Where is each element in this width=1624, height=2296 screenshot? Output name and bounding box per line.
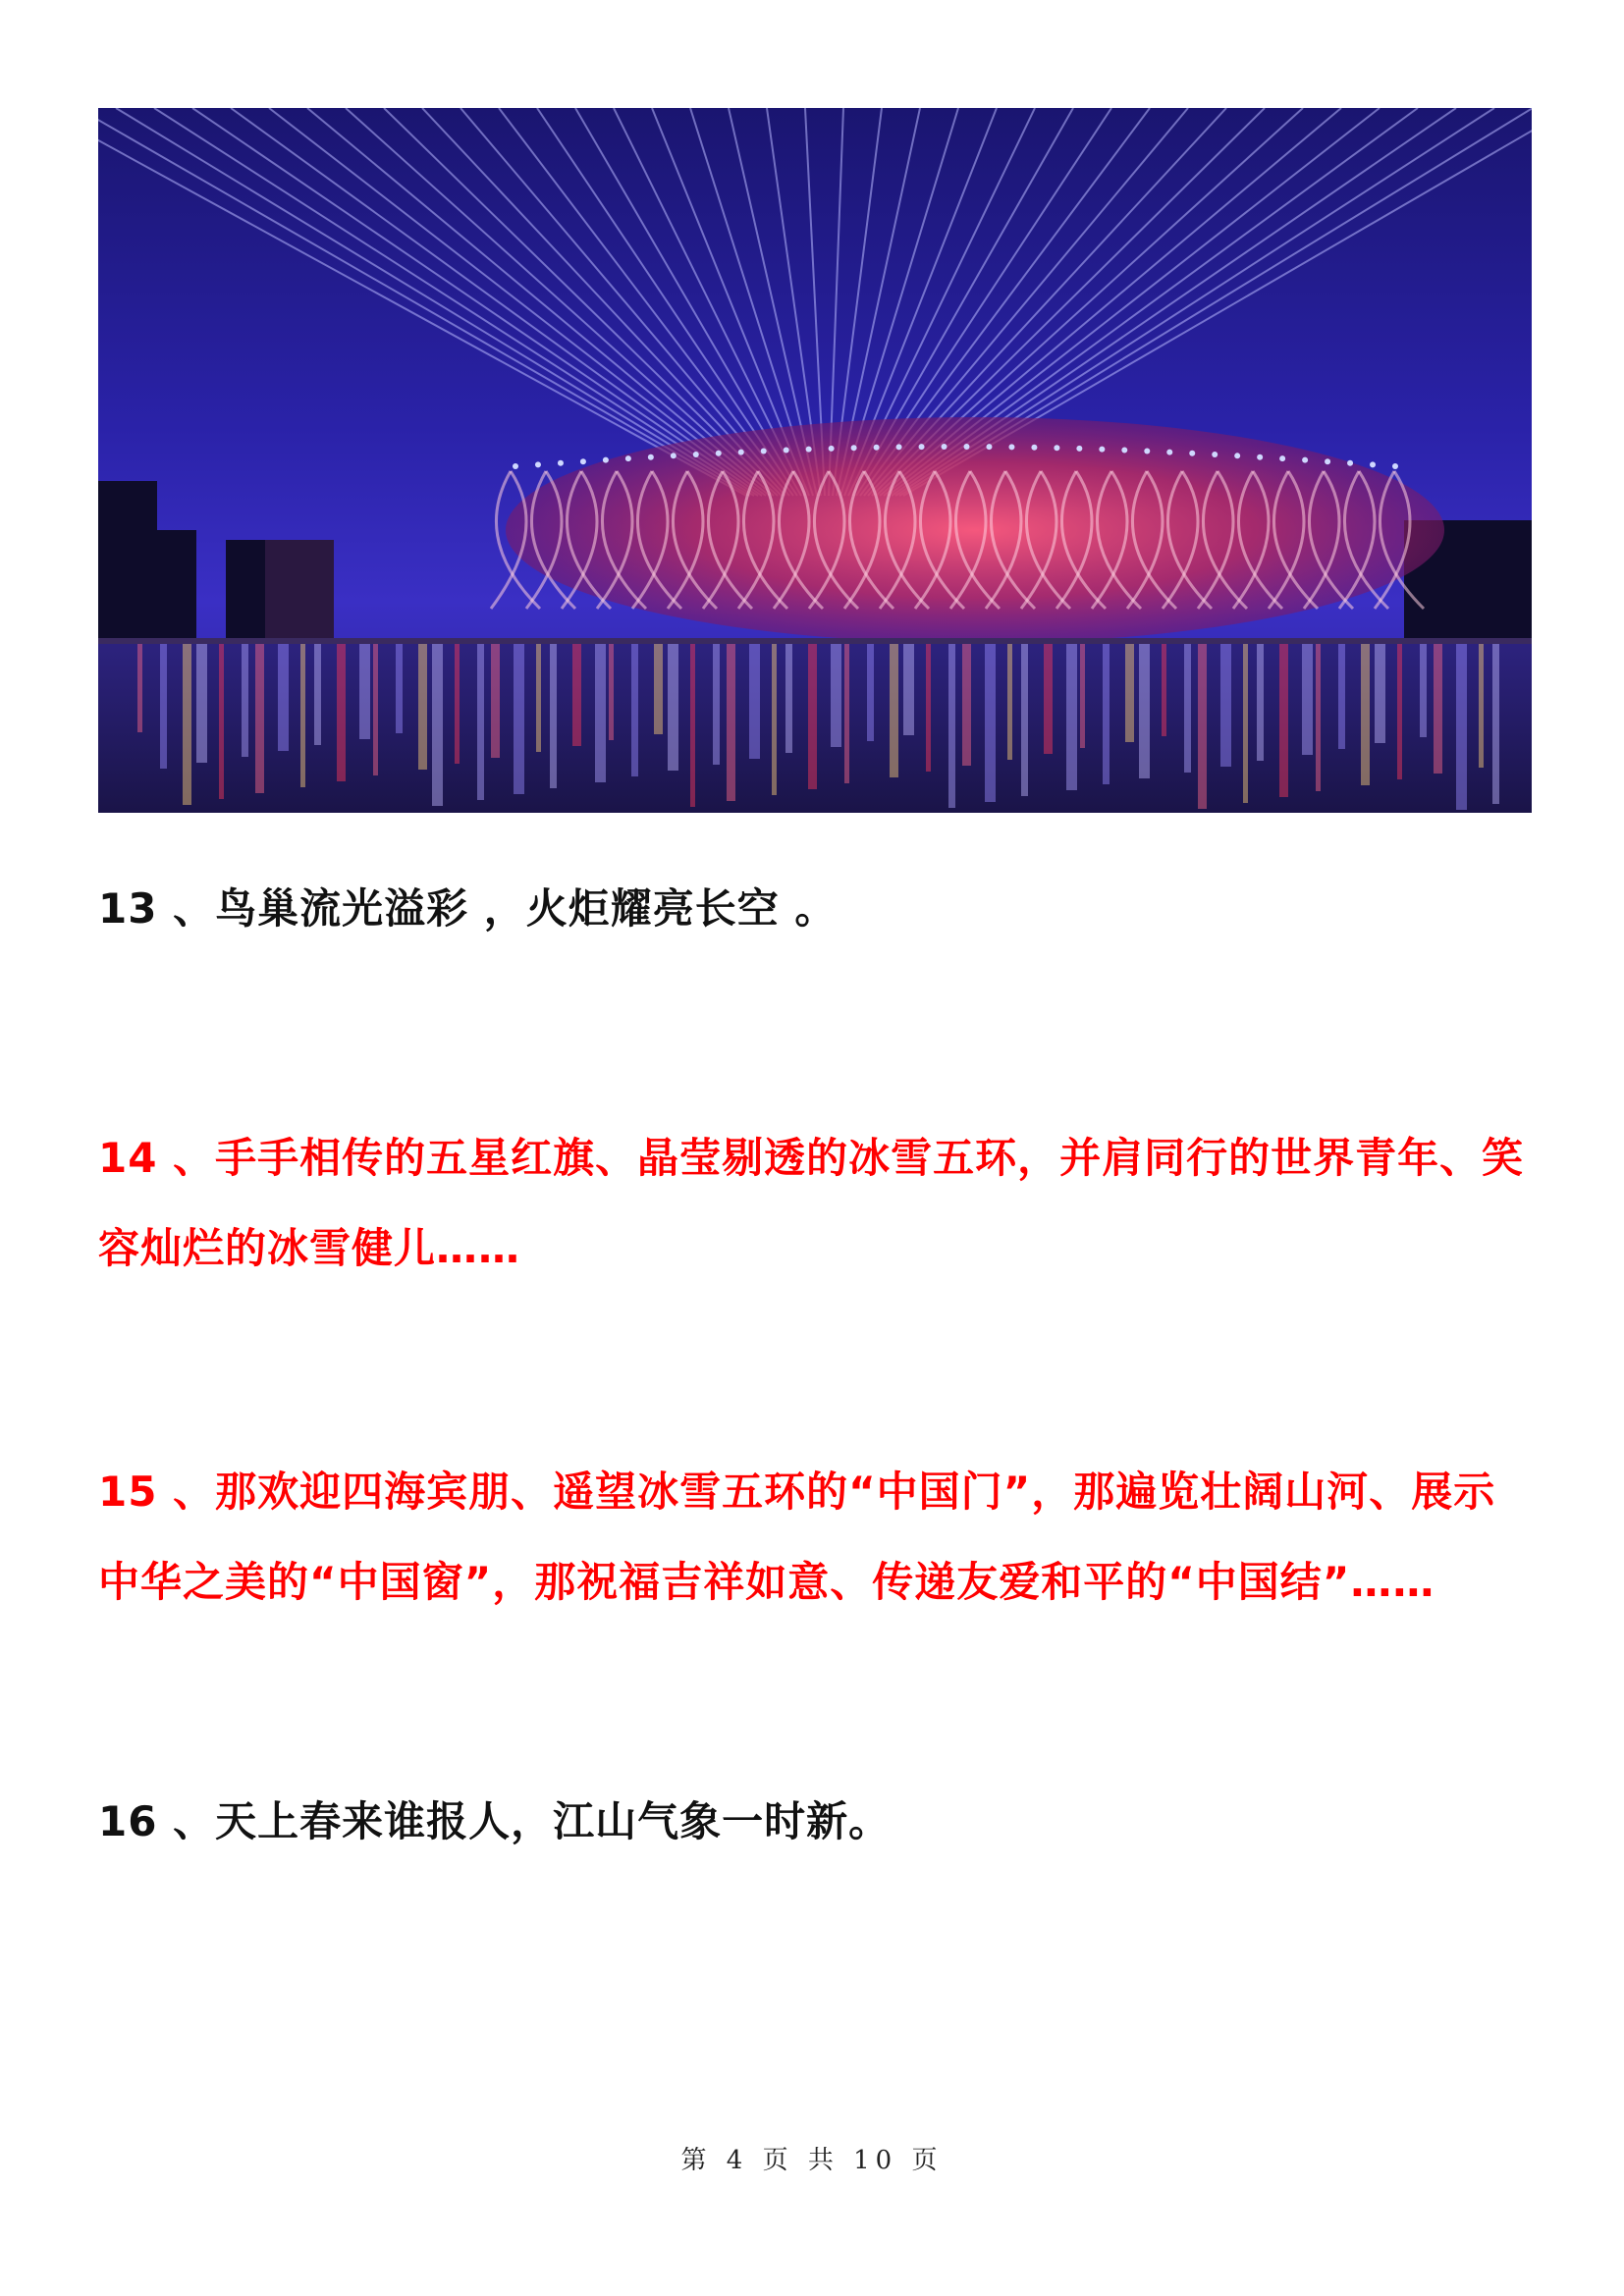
page-footer: 第 4 页 共 10 页 (680, 2146, 944, 2175)
paragraph-16: 16 、天上春来谁报人，江山气象一时新。 (98, 1797, 892, 1845)
paragraph-15: 15 、那欢迎四海宾朋、遥望冰雪五环的“中国门”，那遍览壮阔山河、展示中华之美的“中国窗”，那祝福吉祥如意、传递友爱和平的“中国结”…… (98, 1468, 1496, 1606)
stadium-night-photo (98, 108, 1532, 813)
paragraph-14: 14 、手手相传的五星红旗、晶莹剔透的冰雪五环，并肩同行的世界青年、笑容灿烂的冰雪健儿…… (98, 1134, 1525, 1272)
paragraph-13: 13 、鸟巢流光溢彩 ，火炬耀亮长空 。 (98, 884, 838, 933)
